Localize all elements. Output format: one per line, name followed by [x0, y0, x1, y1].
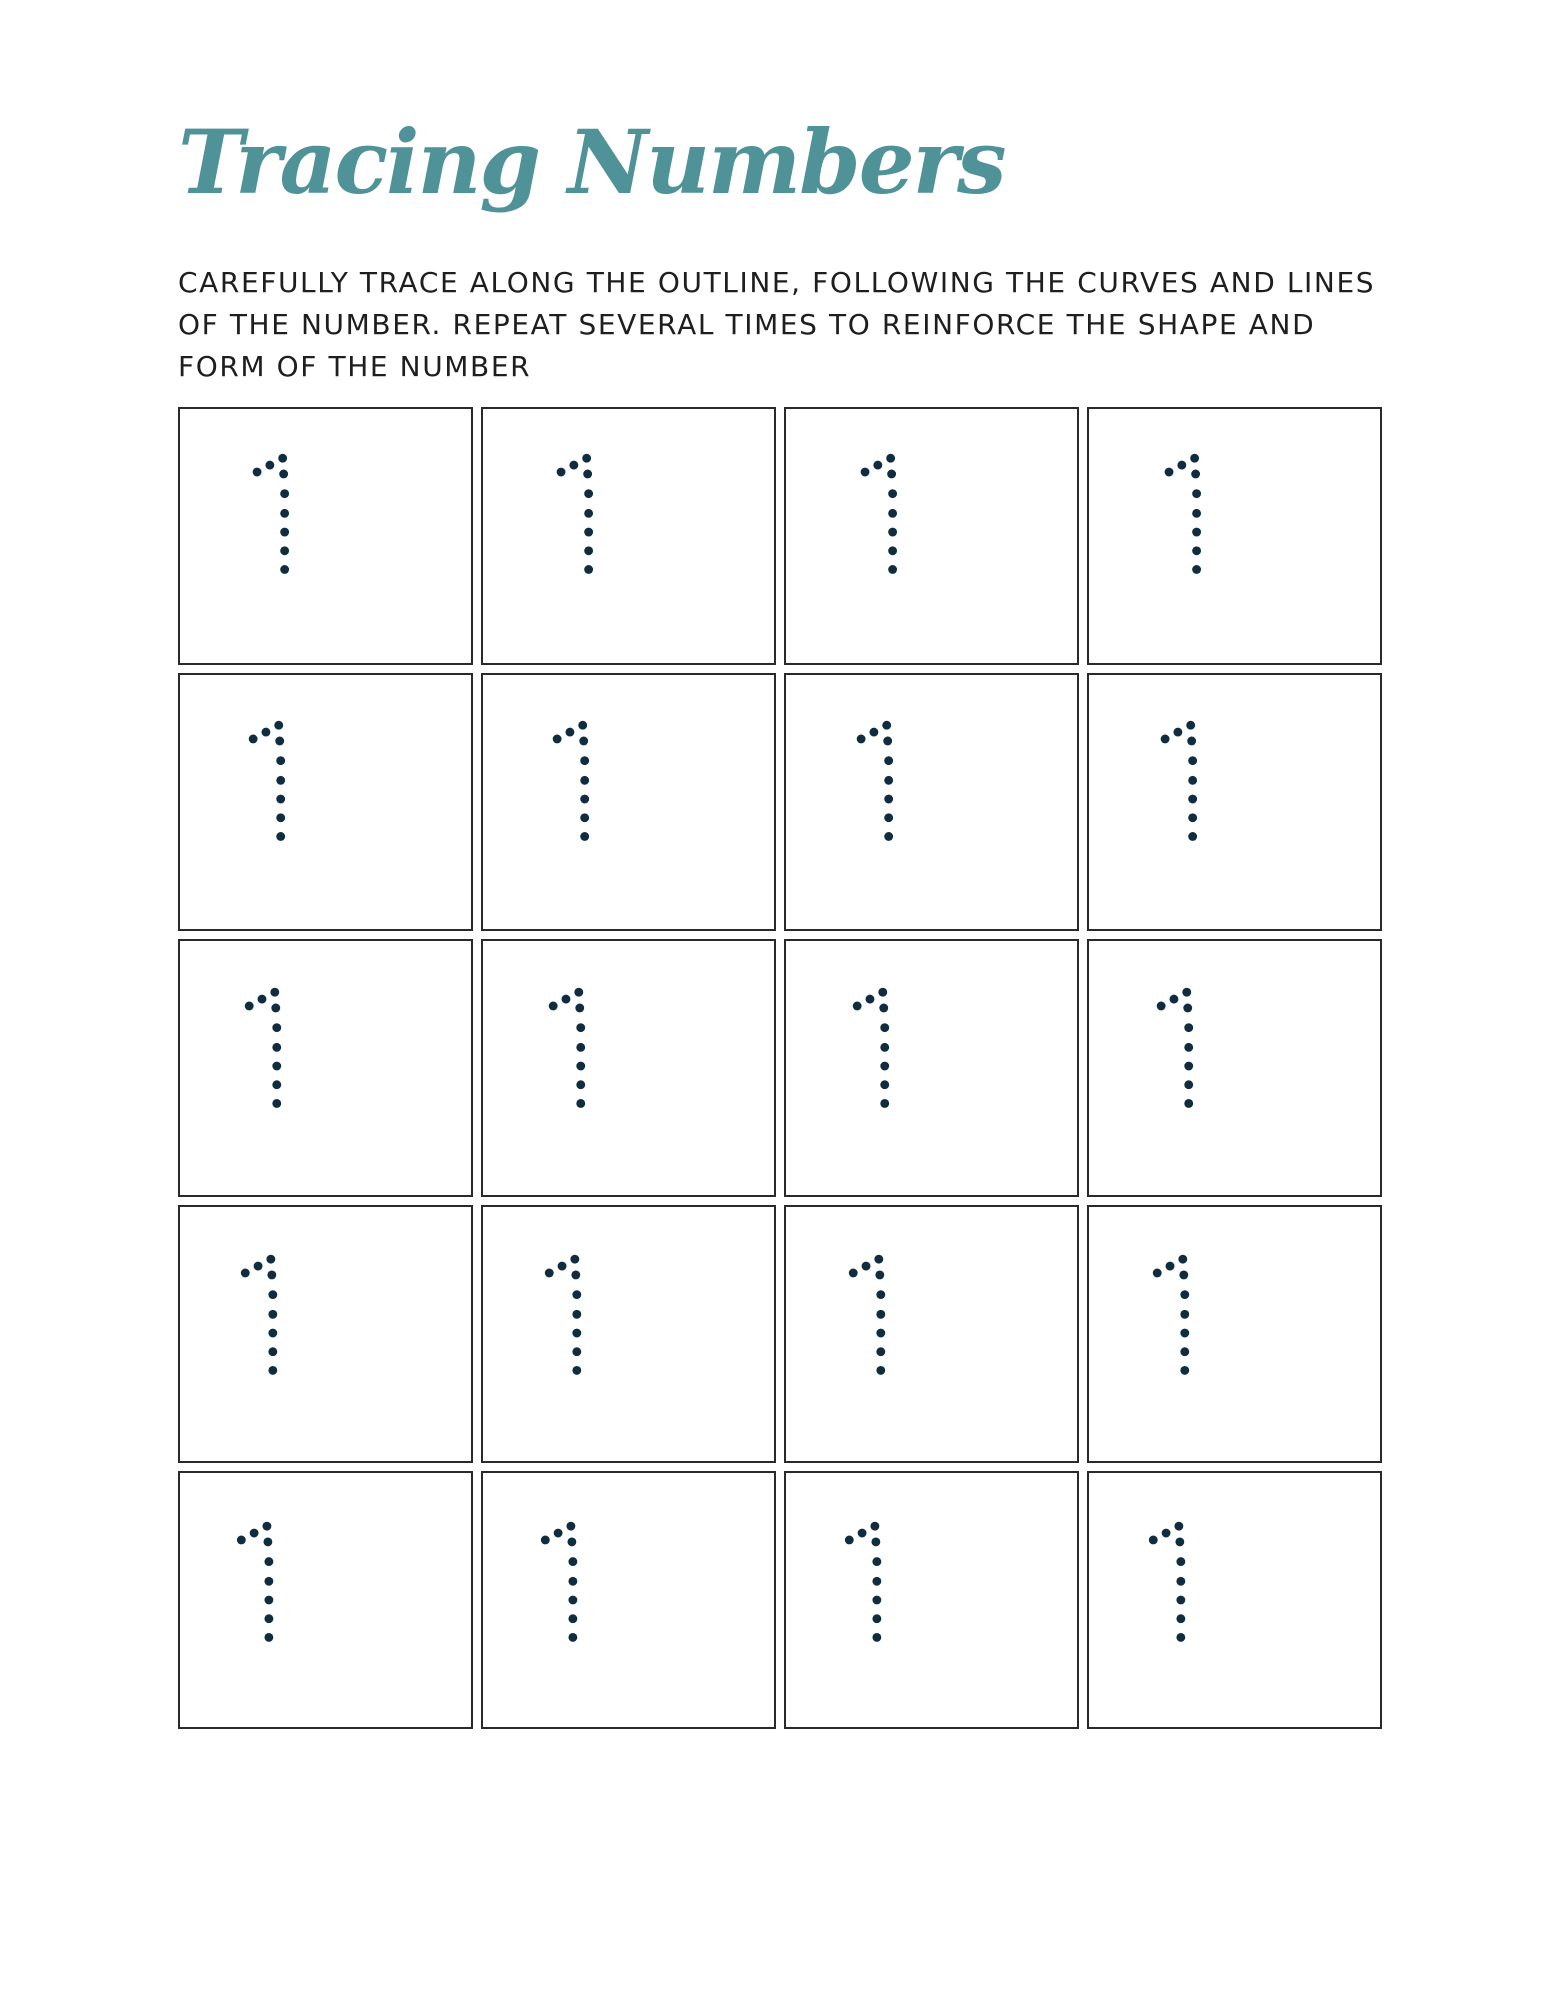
trace-dot	[862, 1262, 871, 1271]
trace-dot	[884, 832, 893, 841]
trace-dot	[1180, 1310, 1189, 1319]
tracing-cell	[784, 939, 1079, 1197]
trace-dot	[553, 735, 562, 744]
tracing-cell	[1087, 939, 1382, 1197]
trace-dot	[861, 468, 870, 477]
trace-dot	[845, 1536, 854, 1545]
trace-dot	[272, 1099, 281, 1108]
trace-dot	[274, 721, 283, 730]
tracing-cell	[178, 1205, 473, 1463]
trace-dot	[278, 454, 287, 463]
trace-dot	[872, 1577, 881, 1586]
tracing-cell	[178, 673, 473, 931]
trace-dot	[887, 470, 896, 479]
trace-dot	[1178, 1255, 1187, 1264]
trace-dot	[549, 1002, 558, 1011]
trace-dot	[1192, 509, 1201, 518]
trace-dot	[258, 995, 267, 1004]
trace-dot	[583, 470, 592, 479]
trace-dot	[265, 461, 274, 470]
trace-dot	[264, 1614, 273, 1623]
trace-dot	[276, 832, 285, 841]
dotted-digit	[483, 1207, 774, 1461]
trace-dot	[249, 735, 258, 744]
trace-dot	[557, 468, 566, 477]
trace-dot	[1188, 776, 1197, 785]
dotted-digit	[1089, 1473, 1380, 1727]
trace-dot	[568, 1596, 577, 1605]
page-title: Tracing Numbers	[178, 110, 1005, 214]
dotted-digit	[180, 409, 471, 663]
trace-dot	[570, 1255, 579, 1264]
trace-dot	[1180, 1347, 1189, 1356]
trace-dot	[264, 1557, 273, 1566]
trace-dot	[272, 1043, 281, 1052]
trace-dot	[562, 995, 571, 1004]
trace-dot	[1184, 1043, 1193, 1052]
trace-dot	[1188, 795, 1197, 804]
trace-dot	[565, 728, 574, 737]
tracing-cell	[784, 407, 1079, 665]
trace-dot	[264, 1577, 273, 1586]
trace-dot	[568, 1557, 577, 1566]
trace-dot	[272, 1023, 281, 1032]
tracing-cell	[1087, 1205, 1382, 1463]
trace-dot	[572, 1310, 581, 1319]
trace-dot	[858, 1529, 867, 1538]
trace-dot	[876, 1366, 885, 1375]
trace-dot	[276, 813, 285, 822]
trace-dot	[879, 1004, 888, 1013]
trace-dot	[853, 1002, 862, 1011]
trace-dot	[575, 1004, 584, 1013]
tracing-cell	[784, 673, 1079, 931]
trace-dot	[872, 1557, 881, 1566]
trace-dot	[268, 1366, 277, 1375]
trace-dot	[849, 1269, 858, 1278]
trace-dot	[1192, 489, 1201, 498]
trace-dot	[1180, 1329, 1189, 1338]
trace-dot	[1176, 1577, 1185, 1586]
trace-dot	[1182, 988, 1191, 997]
trace-dot	[888, 546, 897, 555]
dotted-digit	[1089, 941, 1380, 1195]
trace-dot	[884, 795, 893, 804]
trace-dot	[271, 1004, 280, 1013]
trace-dot	[1191, 470, 1200, 479]
trace-dot	[280, 565, 289, 574]
trace-dot	[241, 1269, 250, 1278]
trace-dot	[1179, 1271, 1188, 1280]
trace-dot	[276, 795, 285, 804]
trace-dot	[857, 735, 866, 744]
trace-dot	[1162, 1529, 1171, 1538]
trace-dot	[568, 1577, 577, 1586]
trace-dot	[883, 737, 892, 746]
trace-dot	[880, 1043, 889, 1052]
trace-dot	[584, 565, 593, 574]
trace-dot	[1186, 721, 1195, 730]
trace-dot	[253, 468, 262, 477]
trace-dot	[263, 1537, 272, 1546]
trace-dot	[264, 1633, 273, 1642]
tracing-cell	[784, 1205, 1079, 1463]
trace-dot	[576, 1099, 585, 1108]
dotted-digit	[1089, 675, 1380, 929]
tracing-cell	[784, 1471, 1079, 1729]
trace-dot	[1184, 1099, 1193, 1108]
trace-dot	[1157, 1002, 1166, 1011]
trace-dot	[268, 1329, 277, 1338]
trace-dot	[1166, 1262, 1175, 1271]
dotted-digit	[1089, 1207, 1380, 1461]
trace-dot	[1188, 756, 1197, 765]
trace-dot	[270, 988, 279, 997]
trace-dot	[268, 1347, 277, 1356]
trace-dot	[1184, 1023, 1193, 1032]
trace-dot	[568, 1614, 577, 1623]
trace-dot	[876, 1329, 885, 1338]
trace-dot	[1176, 1614, 1185, 1623]
trace-dot	[1176, 1633, 1185, 1642]
tracing-cell	[178, 407, 473, 665]
trace-dot	[250, 1529, 259, 1538]
trace-dot	[266, 1255, 275, 1264]
trace-dot	[576, 1080, 585, 1089]
trace-dot	[580, 776, 589, 785]
trace-dot	[554, 1529, 563, 1538]
trace-dot	[584, 489, 593, 498]
trace-dot	[572, 1290, 581, 1299]
trace-dot	[1188, 813, 1197, 822]
trace-dot	[580, 832, 589, 841]
trace-dot	[1184, 1062, 1193, 1071]
trace-dot	[280, 528, 289, 537]
trace-dot	[541, 1536, 550, 1545]
trace-dot	[572, 1329, 581, 1338]
trace-dot	[254, 1262, 263, 1271]
trace-dot	[888, 528, 897, 537]
trace-dot	[245, 1002, 254, 1011]
trace-dot	[272, 1062, 281, 1071]
trace-dot	[280, 546, 289, 555]
trace-dot	[268, 1310, 277, 1319]
trace-dot	[1192, 528, 1201, 537]
trace-dot	[888, 509, 897, 518]
instructions-text: CAREFULLY TRACE ALONG THE OUTLINE, FOLLOWING THE CURVES AND LINES OF THE NUMBER. REPEAT SEVERAL TIMES TO REINFORCE THE SHAPE AND FORM OF THE NUMBER	[178, 266, 1376, 383]
tracing-cell	[481, 939, 776, 1197]
trace-dot	[280, 509, 289, 518]
trace-dot	[872, 1596, 881, 1605]
trace-dot	[1188, 832, 1197, 841]
tracing-cell	[481, 673, 776, 931]
trace-dot	[876, 1290, 885, 1299]
trace-dot	[572, 1347, 581, 1356]
tracing-cell	[1087, 1471, 1382, 1729]
trace-dot	[1177, 461, 1186, 470]
trace-dot	[545, 1269, 554, 1278]
trace-dot	[579, 737, 588, 746]
tracing-cell	[1087, 407, 1382, 665]
trace-dot	[280, 489, 289, 498]
dotted-digit	[786, 1207, 1077, 1461]
trace-dot	[569, 461, 578, 470]
trace-dot	[568, 1633, 577, 1642]
trace-dot	[1153, 1269, 1162, 1278]
trace-dot	[237, 1536, 246, 1545]
dotted-digit	[483, 409, 774, 663]
tracing-cell	[178, 1471, 473, 1729]
trace-dot	[880, 1062, 889, 1071]
trace-dot	[874, 1255, 883, 1264]
trace-dot	[1180, 1290, 1189, 1299]
trace-dot	[1165, 468, 1174, 477]
trace-dot	[580, 756, 589, 765]
tracing-cell	[481, 1205, 776, 1463]
trace-dot	[1173, 728, 1182, 737]
trace-dot	[876, 1347, 885, 1356]
trace-dot	[1184, 1080, 1193, 1089]
trace-dot	[880, 1099, 889, 1108]
trace-dot	[875, 1271, 884, 1280]
trace-dot	[878, 988, 887, 997]
trace-dot	[267, 1271, 276, 1280]
trace-dot	[272, 1080, 281, 1089]
trace-dot	[1174, 1522, 1183, 1531]
dotted-digit	[483, 675, 774, 929]
trace-dot	[884, 776, 893, 785]
trace-dot	[276, 776, 285, 785]
tracing-cell	[481, 407, 776, 665]
trace-dot	[584, 509, 593, 518]
tracing-cell	[1087, 673, 1382, 931]
trace-dot	[276, 756, 285, 765]
dotted-digit	[786, 409, 1077, 663]
trace-dot	[571, 1271, 580, 1280]
trace-dot	[870, 1522, 879, 1531]
trace-dot	[880, 1023, 889, 1032]
trace-dot	[882, 721, 891, 730]
trace-dot	[872, 1614, 881, 1623]
trace-dot	[574, 988, 583, 997]
dotted-digit	[483, 1473, 774, 1727]
dotted-digit	[483, 941, 774, 1195]
trace-dot	[886, 454, 895, 463]
trace-dot	[582, 454, 591, 463]
dotted-digit	[180, 941, 471, 1195]
dotted-digit	[1089, 409, 1380, 663]
dotted-digit	[786, 1473, 1077, 1727]
dotted-digit	[180, 1207, 471, 1461]
dotted-digit	[786, 675, 1077, 929]
trace-dot	[279, 470, 288, 479]
trace-dot	[580, 795, 589, 804]
trace-dot	[567, 1537, 576, 1546]
trace-dot	[572, 1366, 581, 1375]
tracing-cell	[178, 939, 473, 1197]
trace-dot	[872, 1633, 881, 1642]
trace-dot	[1170, 995, 1179, 1004]
trace-dot	[1183, 1004, 1192, 1013]
trace-dot	[888, 489, 897, 498]
trace-dot	[1180, 1366, 1189, 1375]
dotted-digit	[180, 1473, 471, 1727]
trace-dot	[1190, 454, 1199, 463]
tracing-cell	[481, 1471, 776, 1729]
trace-dot	[1149, 1536, 1158, 1545]
trace-dot	[880, 1080, 889, 1089]
trace-dot	[268, 1290, 277, 1299]
trace-dot	[1192, 565, 1201, 574]
trace-dot	[869, 728, 878, 737]
trace-dot	[1187, 737, 1196, 746]
trace-dot	[578, 721, 587, 730]
trace-dot	[576, 1023, 585, 1032]
trace-dot	[1161, 735, 1170, 744]
trace-dot	[888, 565, 897, 574]
trace-dot	[262, 1522, 271, 1531]
trace-dot	[1176, 1557, 1185, 1566]
trace-dot	[584, 528, 593, 537]
trace-dot	[275, 737, 284, 746]
trace-dot	[873, 461, 882, 470]
trace-dot	[871, 1537, 880, 1546]
trace-dot	[1176, 1596, 1185, 1605]
trace-dot	[1175, 1537, 1184, 1546]
trace-dot	[884, 813, 893, 822]
tracing-grid	[178, 407, 1383, 1729]
trace-dot	[262, 728, 271, 737]
trace-dot	[884, 756, 893, 765]
trace-dot	[584, 546, 593, 555]
trace-dot	[580, 813, 589, 822]
trace-dot	[576, 1043, 585, 1052]
trace-dot	[264, 1596, 273, 1605]
trace-dot	[558, 1262, 567, 1271]
trace-dot	[876, 1310, 885, 1319]
trace-dot	[566, 1522, 575, 1531]
trace-dot	[1192, 546, 1201, 555]
dotted-digit	[180, 675, 471, 929]
trace-dot	[576, 1062, 585, 1071]
trace-dot	[866, 995, 875, 1004]
dotted-digit	[786, 941, 1077, 1195]
